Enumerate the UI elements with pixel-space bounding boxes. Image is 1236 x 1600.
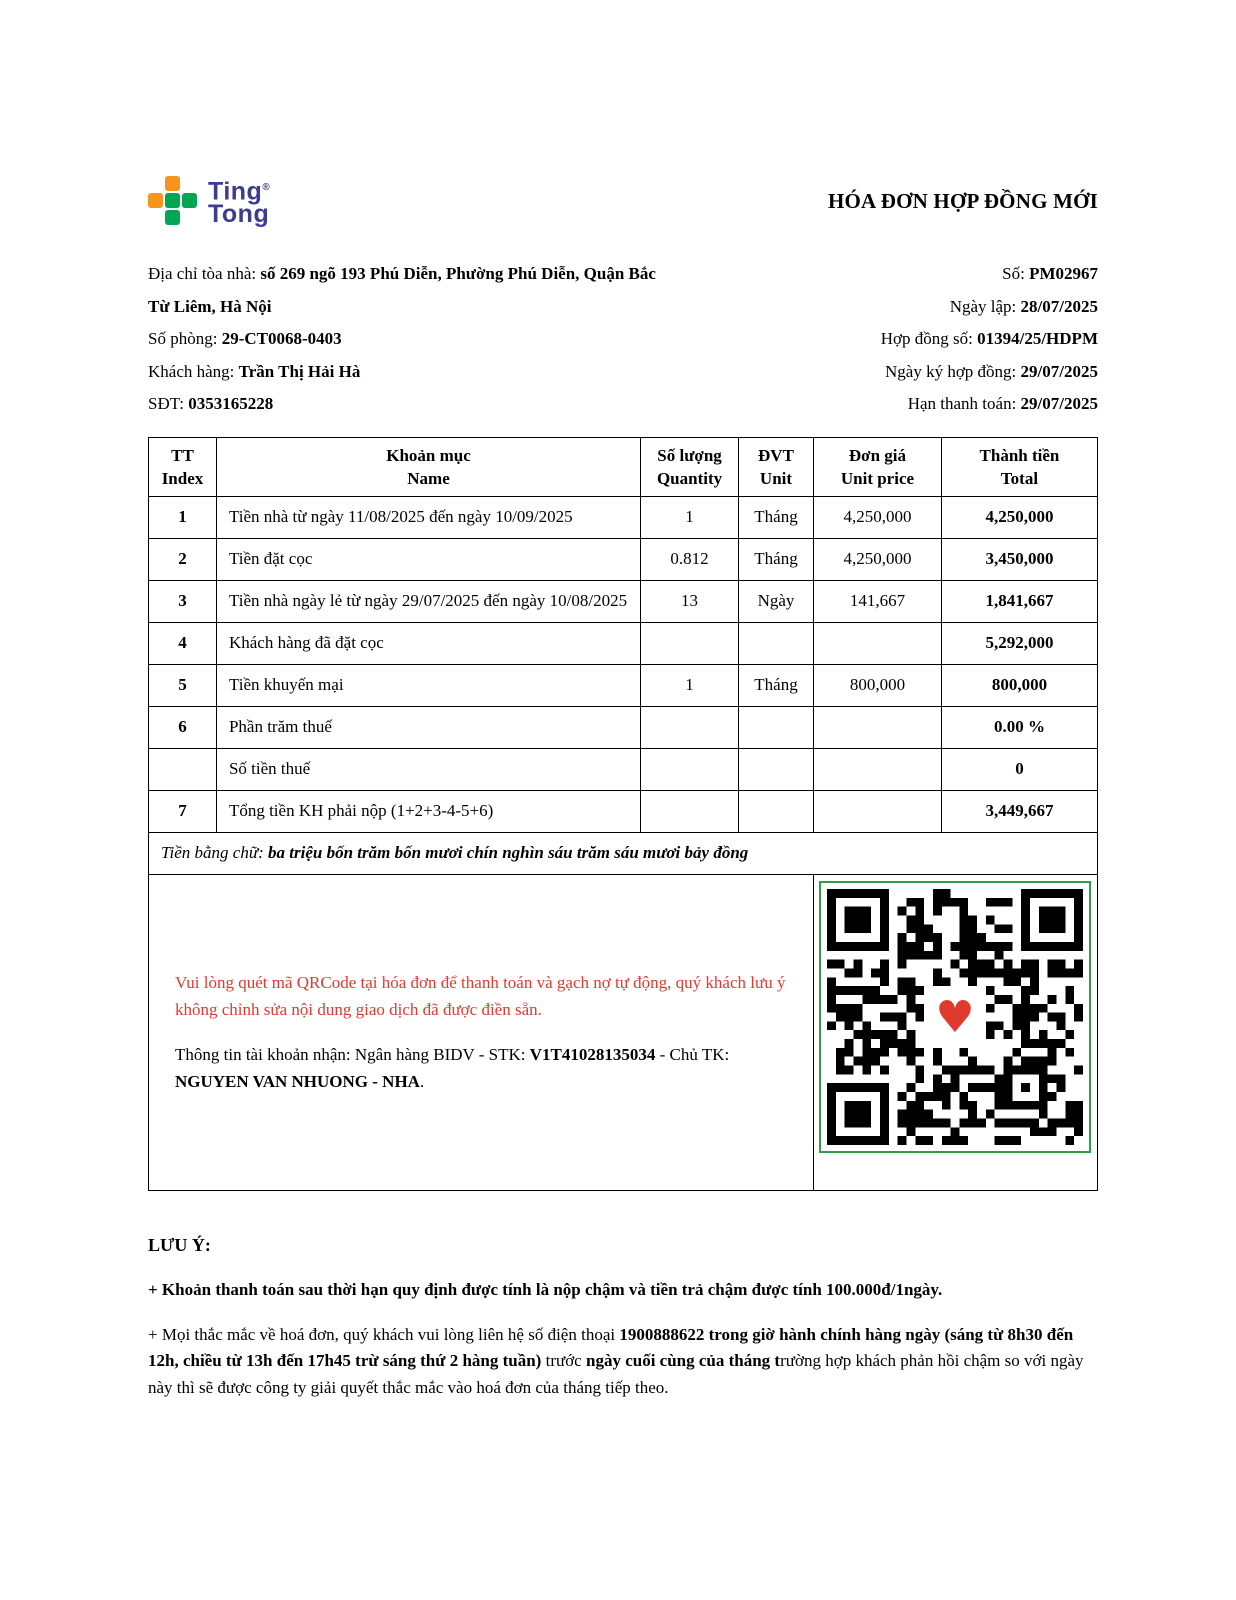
cell-index: 4: [149, 622, 217, 664]
cell-quantity: 1: [641, 664, 739, 706]
cell-total: 0.00 %: [941, 706, 1097, 748]
account-info: Thông tin tài khoản nhận: Ngân hàng BIDV - STK: V1T41028135034 - Chủ TK: NGUYEN VAN NHUONG - NHA.: [175, 1045, 730, 1091]
cell-unit: [739, 622, 814, 664]
contract-number-line: Hợp đồng số: 01394/25/HDPM: [880, 329, 1098, 348]
cell-total: 3,449,667: [941, 790, 1097, 832]
cell-quantity: [641, 748, 739, 790]
table-body: [149, 496, 1098, 1190]
invoice-header: [148, 170, 1098, 232]
col-header-quantity: Số lượng Quantity: [641, 437, 739, 496]
tingtong-logo-text: [208, 176, 271, 229]
cell-name: Tiền khuyến mại: [216, 664, 640, 706]
cell-name: Tiền đặt cọc: [216, 538, 640, 580]
col-header-total: Thành tiền Total: [941, 437, 1097, 496]
cell-quantity: 0.812: [641, 538, 739, 580]
invoice-details: [881, 258, 1098, 421]
invoice-meta: [148, 258, 1098, 421]
cell-index: 5: [149, 664, 217, 706]
cell-quantity: [641, 790, 739, 832]
payment-row: [149, 874, 1098, 1190]
cell-quantity: [641, 622, 739, 664]
logo-square: [165, 193, 180, 208]
cell-total: 0: [941, 748, 1097, 790]
amount-in-words-row: [149, 832, 1098, 874]
logo-square: [165, 210, 180, 225]
building-address-line: Địa chỉ tòa nhà: số 269 ngõ 193 Phú Diễn, Phường Phú Diễn, Quận Bắc Từ Liêm, Hà Nội: [148, 264, 656, 316]
room-number-line: Số phòng: 29-CT0068-0403: [148, 329, 342, 348]
cell-unit: Ngày: [739, 580, 814, 622]
cell-quantity: 13: [641, 580, 739, 622]
cell-unit-price: 4,250,000: [813, 538, 941, 580]
cell-index: 6: [149, 706, 217, 748]
invoice-table: [148, 437, 1098, 1191]
cell-quantity: 1: [641, 496, 739, 538]
cell-unit-price: 4,250,000: [813, 496, 941, 538]
qr-code-image: [827, 889, 1083, 1145]
cell-index: 3: [149, 580, 217, 622]
qr-code-cell: [813, 874, 1097, 1190]
cell-unit-price: [813, 790, 941, 832]
col-header-name: Khoản mục Name: [216, 437, 640, 496]
cell-name: Khách hàng đã đặt cọc: [216, 622, 640, 664]
cell-name: Tiền nhà từ ngày 11/08/2025 đến ngày 10/09/2025: [216, 496, 640, 538]
cell-quantity: [641, 706, 739, 748]
cell-total: 1,841,667: [941, 580, 1097, 622]
cell-total: 800,000: [941, 664, 1097, 706]
cell-index: 1: [149, 496, 217, 538]
tingtong-logo: [148, 176, 271, 229]
cell-unit-price: [813, 706, 941, 748]
cell-name: Tiền nhà ngày lẻ từ ngày 29/07/2025 đến ngày 10/08/2025: [216, 580, 640, 622]
qr-payment-notice: Vui lòng quét mã QRCode tại hóa đơn để thanh toán và gạch nợ tự động, quý khách lưu ý không chỉnh sửa nội dung giao dịch đã được điền sẵn.: [175, 973, 786, 1019]
invoice-content: [148, 170, 1098, 1401]
notes-heading: LƯU Ý:: [148, 1234, 211, 1255]
registered-mark: ®: [262, 181, 271, 193]
table-row: [149, 580, 1098, 622]
cell-unit: [739, 706, 814, 748]
col-header-unit: ĐVT Unit: [739, 437, 814, 496]
table-row: [149, 706, 1098, 748]
cell-unit-price: [813, 748, 941, 790]
logo-line-1: Ting®: [208, 177, 271, 206]
qr-code: [819, 881, 1091, 1153]
invoice-number-line: Số: PM02967: [1002, 264, 1098, 283]
header-row: [149, 437, 1098, 496]
cell-index: [149, 748, 217, 790]
table-row: [149, 790, 1098, 832]
cell-name: Tổng tiền KH phải nộp (1+2+3-4-5+6): [216, 790, 640, 832]
table-row: [149, 496, 1098, 538]
cell-index: 7: [149, 790, 217, 832]
table-row: [149, 664, 1098, 706]
phone-line: SĐT: 0353165228: [148, 394, 274, 413]
logo-line-2: Tong: [208, 200, 270, 229]
cell-unit-price: 141,667: [813, 580, 941, 622]
table-header: [149, 437, 1098, 496]
amount-in-words: Tiền bằng chữ: ba triệu bốn trăm bốn mươi chín nghìn sáu trăm sáu mươi bảy đồng: [149, 832, 1098, 874]
svg-text:♥: ♥: [935, 991, 976, 1043]
customer-info: [148, 258, 678, 421]
table-row: [149, 748, 1098, 790]
tingtong-logo-icon: [148, 176, 197, 225]
cell-unit: Tháng: [739, 496, 814, 538]
contact-note: + Mọi thắc mắc về hoá đơn, quý khách vui lòng liên hệ số điện thoại 1900888622 trong giờ hành chính hàng ngày (sáng từ 8h30 đến 12h, chiều từ 13h đến 17h45 trừ sáng thứ 2 hàng tuần) trước ngày cuối cùng của tháng trường hợp khách phản hồi chậm so với ngày này thì sẽ được công ty giải quyết thắc mắc vào hoá đơn của tháng tiếp theo.: [148, 1324, 1084, 1397]
cell-unit-price: [813, 622, 941, 664]
payment-instructions: [149, 874, 814, 1190]
invoice-title: HÓA ĐƠN HỢP ĐỒNG MỚI: [827, 188, 1098, 213]
cell-total: 4,250,000: [941, 496, 1097, 538]
logo-square: [165, 176, 180, 191]
cell-unit: [739, 748, 814, 790]
cell-total: 5,292,000: [941, 622, 1097, 664]
footer-notes: [148, 1235, 1098, 1402]
cell-name: Phần trăm thuế: [216, 706, 640, 748]
cell-name: Số tiền thuế: [216, 748, 640, 790]
cell-unit: Tháng: [739, 538, 814, 580]
table-row: [149, 622, 1098, 664]
issue-date-line: Ngày lập: 28/07/2025: [949, 296, 1098, 316]
customer-name-line: Khách hàng: Trần Thị Hải Hà: [148, 361, 361, 381]
col-header-index: TT Index: [149, 437, 217, 496]
cell-index: 2: [149, 538, 217, 580]
logo-square: [148, 193, 163, 208]
cell-unit: Tháng: [739, 664, 814, 706]
table-row: [149, 538, 1098, 580]
cell-unit-price: 800,000: [813, 664, 941, 706]
cell-unit: [739, 790, 814, 832]
payment-due-line: Hạn thanh toán: 29/07/2025: [907, 394, 1098, 413]
cell-total: 3,450,000: [941, 538, 1097, 580]
late-payment-note: + Khoản thanh toán sau thời hạn quy định được tính là nộp chậm và tiền trả chậm được tính 100.000đ/1ngày.: [148, 1279, 943, 1299]
logo-square: [182, 193, 197, 208]
contract-sign-date-line: Ngày ký hợp đồng: 29/07/2025: [885, 361, 1098, 381]
col-header-unit-price: Đơn giá Unit price: [813, 437, 941, 496]
